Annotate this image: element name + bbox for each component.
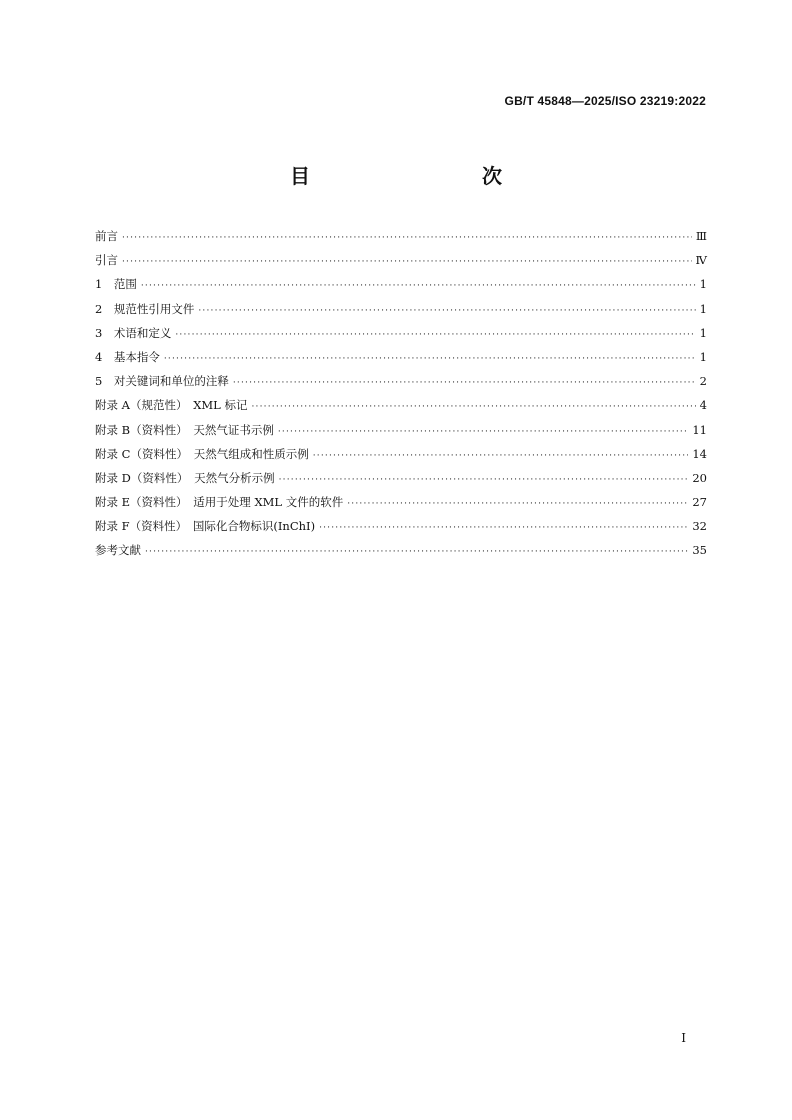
toc-entry-page: 1 bbox=[699, 301, 707, 316]
toc-leader-dots bbox=[278, 427, 689, 437]
toc-entry-page: 1 bbox=[699, 325, 707, 340]
toc-entry-page: 2 bbox=[699, 374, 707, 389]
toc-entry-keywords-units[interactable] bbox=[95, 373, 707, 397]
toc-entry-annex-f[interactable] bbox=[95, 518, 707, 542]
toc-leader-dots bbox=[141, 281, 696, 291]
toc-leader-dots bbox=[164, 354, 696, 364]
toc-leader-dots bbox=[122, 233, 692, 243]
toc-entry-label: 引言 bbox=[95, 253, 118, 268]
toc-leader-dots bbox=[251, 402, 695, 412]
toc-entry-page: 35 bbox=[692, 543, 707, 558]
toc-entry-page: 14 bbox=[692, 446, 707, 461]
toc-entry-label: 2 规范性引用文件 bbox=[95, 301, 195, 316]
page-title: 目 次 bbox=[290, 164, 546, 188]
toc-entry-annex-e[interactable] bbox=[95, 494, 707, 518]
toc-entry-bibliography[interactable] bbox=[95, 542, 707, 566]
toc-entry-page: 32 bbox=[692, 519, 707, 534]
toc-entry-page: 20 bbox=[692, 470, 707, 485]
toc-entry-label: 参考文献 bbox=[95, 543, 141, 558]
toc-entry-scope[interactable] bbox=[95, 276, 707, 300]
toc-entry-page: 27 bbox=[692, 495, 707, 510]
toc-entry-label: 附录 E（资料性） 适用于处理 XML 文件的软件 bbox=[95, 495, 344, 510]
toc-leader-dots bbox=[175, 330, 695, 340]
toc-entry-label: 附录 F（资料性） 国际化合物标识(InChI) bbox=[95, 519, 316, 534]
toc-entry-terms-definitions[interactable] bbox=[95, 325, 707, 349]
toc-entry-page: Ⅳ bbox=[695, 253, 707, 268]
toc-entry-label: 3 术语和定义 bbox=[95, 325, 172, 340]
toc-entry-introduction[interactable] bbox=[95, 252, 707, 276]
table-of-contents bbox=[95, 228, 707, 567]
toc-leader-dots bbox=[122, 257, 692, 267]
toc-entry-annex-a[interactable] bbox=[95, 397, 707, 421]
toc-entry-label: 1 范围 bbox=[95, 277, 137, 292]
toc-entry-label: 附录 B（资料性） 天然气证书示例 bbox=[95, 422, 274, 437]
toc-entry-label: 附录 C（资料性） 天然气组成和性质示例 bbox=[95, 446, 309, 461]
toc-entry-annex-b[interactable] bbox=[95, 422, 707, 446]
toc-leader-dots bbox=[347, 499, 688, 509]
toc-leader-dots bbox=[233, 378, 696, 388]
toc-entry-annex-d[interactable] bbox=[95, 470, 707, 494]
toc-entry-label: 附录 A（规范性） XML 标记 bbox=[95, 398, 248, 413]
toc-leader-dots bbox=[279, 475, 689, 485]
toc-leader-dots bbox=[145, 547, 688, 557]
toc-leader-dots bbox=[319, 523, 688, 533]
toc-entry-annex-c[interactable] bbox=[95, 446, 707, 470]
standard-code: GB/T 45848—2025/ISO 23219:2022 bbox=[504, 94, 706, 108]
toc-entry-foreword[interactable] bbox=[95, 228, 707, 252]
toc-leader-dots bbox=[198, 306, 695, 316]
toc-entry-label: 附录 D（资料性） 天然气分析示例 bbox=[95, 470, 275, 485]
toc-entry-page: 11 bbox=[692, 422, 707, 437]
toc-entry-label: 4 基本指令 bbox=[95, 349, 160, 364]
toc-entry-label: 前言 bbox=[95, 229, 118, 243]
toc-entry-basic-instructions[interactable] bbox=[95, 349, 707, 373]
toc-entry-page: 1 bbox=[699, 277, 707, 292]
page-number: I bbox=[681, 1031, 686, 1045]
toc-entry-page: Ⅲ bbox=[695, 229, 707, 243]
toc-entry-label: 5 对关键词和单位的注释 bbox=[95, 374, 229, 389]
toc-entry-normative-references[interactable] bbox=[95, 301, 707, 325]
toc-entry-page: 4 bbox=[699, 398, 707, 413]
toc-entry-page: 1 bbox=[699, 349, 707, 364]
toc-leader-dots bbox=[313, 451, 689, 461]
